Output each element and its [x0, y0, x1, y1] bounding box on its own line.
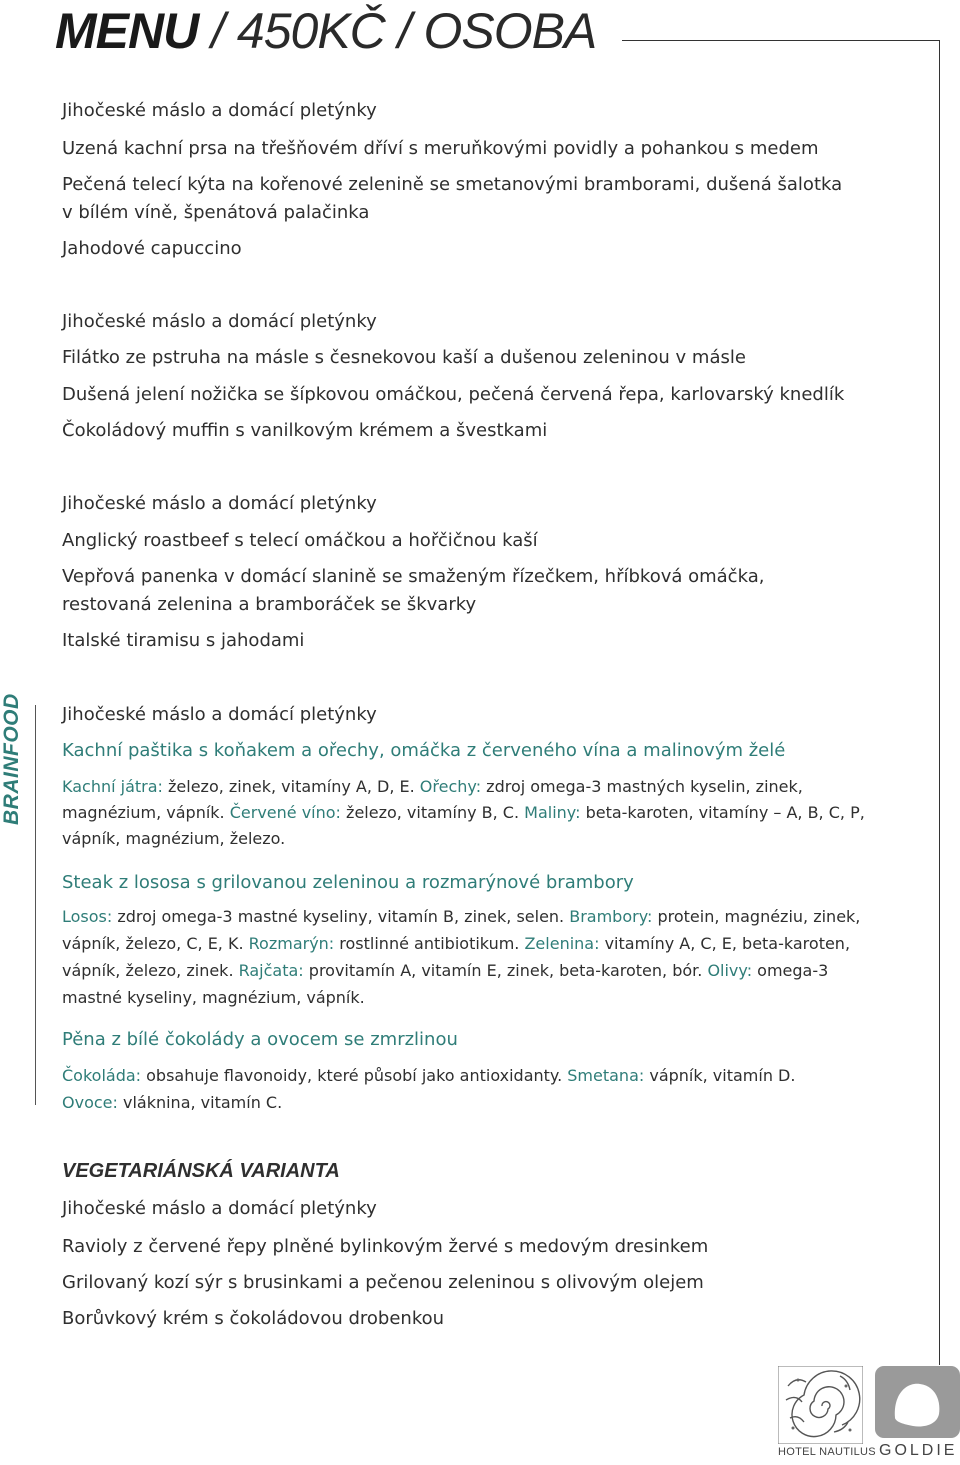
menu3-appetizer: Anglický roastbeef s telecí omáčkou a hořčičnou kaší: [62, 530, 538, 551]
brainfood-dish1: Kachní paštika s koňakem a ořechy, omáčka z červeného vína a malinovým želé: [62, 740, 786, 761]
brainfood-dish2: Steak z lososa s grilovanou zeleninou a rozmarýnové brambory: [62, 872, 634, 893]
hotel-name: HOTEL NAUTILUS: [778, 1446, 876, 1458]
page-title: [55, 2, 596, 60]
dish1-notes-line1: [62, 773, 803, 800]
menu2-appetizer: Filátko ze pstruha na másle s česnekovou kaší a dušenou zeleninou v másle: [62, 347, 746, 368]
right-rule: [939, 40, 940, 1365]
note-text: železo, zinek, vitamíny A, D, E.: [162, 777, 420, 796]
note-label: Rozmarýn:: [248, 934, 335, 953]
note-text: rostlinné antibiotikum.: [334, 934, 525, 953]
note-text: vápník, vitamín D.: [644, 1066, 796, 1085]
note-label: Losos:: [62, 907, 113, 926]
brainfood-side-rule: [35, 705, 36, 1105]
goldie-name: GOLDIE: [879, 1442, 958, 1459]
menu3-dessert: Italské tiramisu s jahodami: [62, 630, 305, 651]
dish2-notes-line4: [62, 984, 365, 1011]
dish2-notes-line2: [62, 930, 850, 957]
note-text: zdroj omega-3 mastných kyselin, zinek,: [481, 777, 803, 796]
top-rule: [622, 40, 940, 41]
dish3-notes-line2: [62, 1089, 282, 1116]
note-text: zdroj omega-3 mastné kyseliny, vitamín B, zinek, selen.: [112, 907, 570, 926]
brainfood-label-text: BRAINFOOD: [0, 693, 23, 825]
vegetarian-appetizer: Ravioly z červené řepy plněné bylinkovým žervé s medovým dresinkem: [62, 1236, 709, 1257]
menu3-starter: Jihočeské máslo a domácí pletýnky: [62, 493, 377, 514]
dish2-notes-line3: [62, 957, 828, 984]
note-label: Čokoláda:: [62, 1066, 142, 1085]
note-label: Maliny:: [524, 803, 581, 822]
dish3-notes-line1: [62, 1062, 795, 1089]
note-label: Červené víno:: [229, 803, 341, 822]
note-text: vápník, železo, C, E, K.: [62, 934, 249, 953]
note-text: vláknina, vitamín C.: [117, 1093, 283, 1112]
menu2-dessert: Čokoládový muffin s vanilkovým krémem a švestkami: [62, 420, 548, 441]
vegetarian-dessert: Borůvkový krém s čokoládovou drobenkou: [62, 1308, 445, 1329]
menu1-appetizer: Uzená kachní prsa na třešňovém dříví s meruňkovými povidly a pohankou s medem: [62, 138, 819, 159]
menu2-starter: Jihočeské máslo a domácí pletýnky: [62, 311, 377, 332]
menu3-main-line1: Vepřová panenka v domácí slanině se smaženým řízečkem, hříbková omáčka,: [62, 566, 765, 587]
dish2-notes-line1: [62, 903, 860, 930]
note-text: obsahuje flavonoidy, které působí jako antioxidanty.: [141, 1066, 568, 1085]
note-label: Kachní játra:: [62, 777, 163, 796]
menu3-main-line2: restovaná zelenina a bramboráček se škvarky: [62, 594, 477, 615]
nautilus-shell-icon: [778, 1366, 863, 1444]
menu2-main: Dušená jelení nožička se šípkovou omáčkou, pečená červená řepa, karlovarský knedlík: [62, 384, 845, 405]
note-text: omega-3: [752, 961, 829, 980]
note-label: Ořechy:: [419, 777, 482, 796]
hotel-nautilus-logo: [778, 1366, 876, 1460]
brainfood-side-label: [0, 693, 28, 825]
note-label: Olivy:: [707, 961, 753, 980]
vegetarian-heading: VEGETARIÁNSKÁ VARIANTA: [62, 1160, 340, 1182]
menu1-dessert: Jahodové capuccino: [62, 238, 242, 259]
title-menu: MENU: [55, 3, 199, 59]
note-text: protein, magnéziu, zinek,: [652, 907, 861, 926]
note-label: Zelenina:: [524, 934, 600, 953]
vegetarian-starter: Jihočeské máslo a domácí pletýnky: [62, 1198, 377, 1219]
note-text: beta-karoten, vitamíny – A, B, C, P,: [580, 803, 865, 822]
note-text: mastné kyseliny, magnézium, vápník.: [62, 988, 365, 1007]
title-price: / 450KČ / OSOBA: [198, 3, 597, 59]
goldie-logo: [875, 1366, 960, 1460]
note-label: Rajčata:: [238, 961, 304, 980]
brainfood-starter: Jihočeské máslo a domácí pletýnky: [62, 704, 377, 725]
note-label: Brambory:: [569, 907, 653, 926]
note-text: vápník, magnézium, železo.: [62, 829, 286, 848]
note-label: Ovoce:: [62, 1093, 118, 1112]
note-text: provitamín A, vitamín E, zinek, beta-karoten, bór.: [303, 961, 708, 980]
menu1-main-line2: v bílém víně, špenátová palačinka: [62, 202, 370, 223]
menu1-starter: Jihočeské máslo a domácí pletýnky: [62, 100, 377, 121]
dish1-notes-line2: [62, 799, 865, 826]
note-text: vitamíny A, C, E, beta-karoten,: [599, 934, 851, 953]
note-label: Smetana:: [567, 1066, 645, 1085]
menu1-main-line1: Pečená telecí kýta na kořenové zelenině se smetanovými bramborami, dušená šalotka: [62, 174, 843, 195]
goldie-emblem-icon: [875, 1366, 960, 1438]
note-text: železo, vitamíny B, C.: [340, 803, 525, 822]
note-text: magnézium, vápník.: [62, 803, 230, 822]
brainfood-dish3: Pěna z bílé čokolády a ovocem se zmrzlinou: [62, 1029, 458, 1050]
page-header: [55, 2, 596, 60]
note-text: vápník, železo, zinek.: [62, 961, 239, 980]
vegetarian-main: Grilovaný kozí sýr s brusinkami a pečenou zeleninou s olivovým olejem: [62, 1272, 704, 1293]
dish1-notes-line3: [62, 825, 285, 852]
